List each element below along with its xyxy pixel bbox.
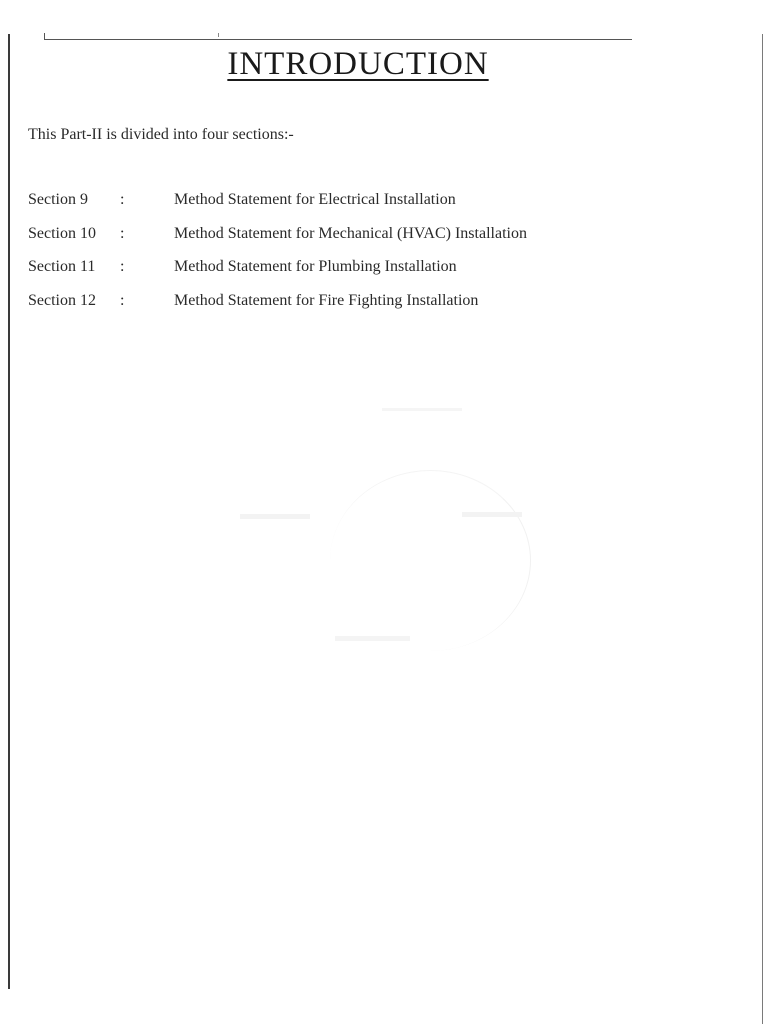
section-row <box>28 191 628 225</box>
header-rule <box>44 39 632 40</box>
scan-edge-right <box>762 34 763 1024</box>
section-label: Section 10 <box>28 224 96 242</box>
section-label: Section 11 <box>28 258 96 275</box>
section-row <box>28 292 628 326</box>
section-description: Method Statement for Plumbing Installation <box>174 258 457 275</box>
section-separator: : <box>120 291 125 309</box>
section-description: Method Statement for Electrical Installation <box>174 191 456 208</box>
bleed-through-mark <box>382 408 462 411</box>
page-title <box>0 46 716 83</box>
section-separator: : <box>120 191 125 208</box>
section-row <box>28 225 628 259</box>
section-separator: : <box>120 224 125 242</box>
section-description: Method Statement for Fire Fighting Installation <box>174 291 479 309</box>
bleed-through-mark <box>330 470 531 651</box>
section-label: Section 12 <box>28 291 96 309</box>
page-title-text: INTRODUCTION <box>227 46 489 82</box>
section-label: Section 9 <box>28 191 88 208</box>
section-separator: : <box>120 258 125 275</box>
bleed-through-mark <box>240 514 310 519</box>
bleed-through-mark <box>462 512 522 517</box>
section-description: Method Statement for Mechanical (HVAC) Installation <box>174 224 527 242</box>
header-rule-tick <box>218 33 219 37</box>
intro-paragraph: This Part-II is divided into four sections:- <box>28 126 294 143</box>
scan-edge-left <box>8 34 10 989</box>
section-list <box>28 191 628 325</box>
bleed-through-mark <box>335 636 410 641</box>
section-row <box>28 258 628 292</box>
